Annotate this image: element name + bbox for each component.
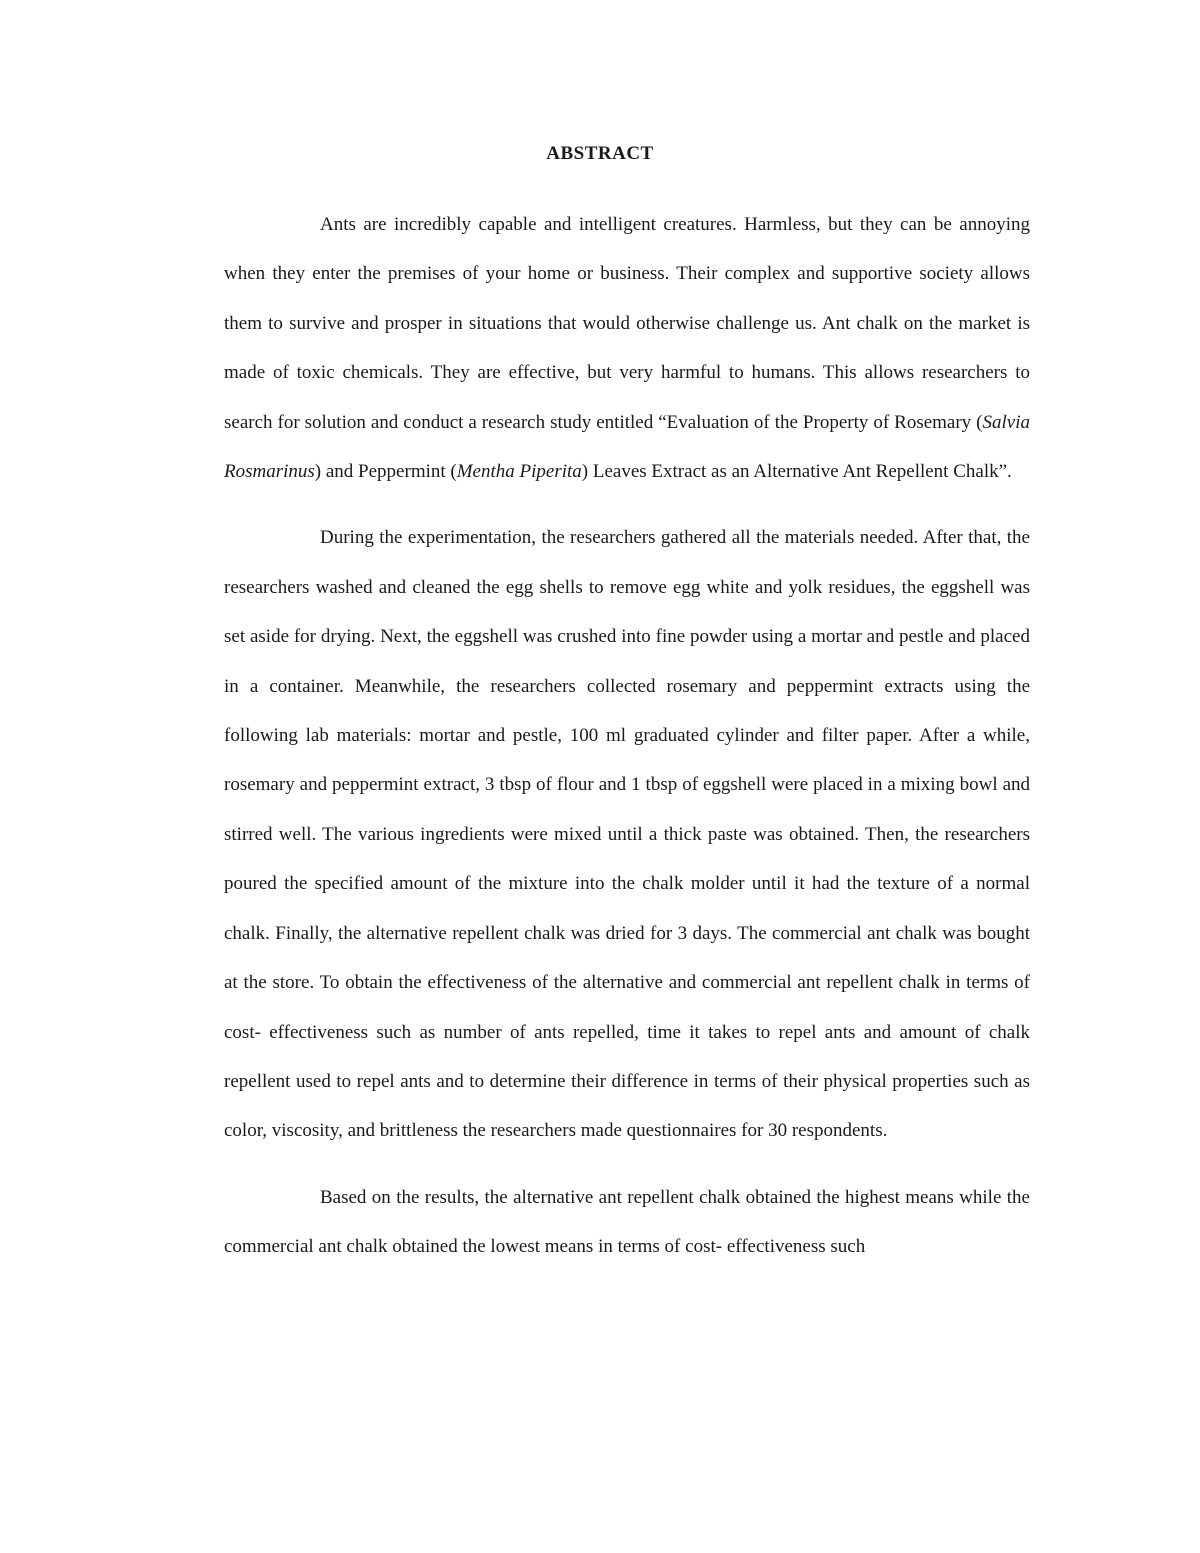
paragraph-introduction-text-3: ) Leaves Extract as an Alternative Ant Repellent Chalk”. [581,461,1012,483]
scientific-name-peppermint: Mentha Piperita [456,461,582,483]
paragraph-methodology: During the experimentation, the researchers gathered all the materials needed. After that, the researchers washed and cleaned the egg shells to remove egg white and yolk residues, the eggshell was set aside for drying. Next, the eggshell was crushed into fine powder using a mortar and pestle and placed in a container. Meanwhile, the researchers collected rosemary and peppermint extracts using the following lab materials: mortar and pestle, 100 ml graduated cylinder and filter paper. After a while, rosemary and peppermint extract, 3 tbsp of flour and 1 tbsp of eggshell were placed in a mixing bowl and stirred well. The various ingredients were mixed until a thick paste was obtained. Then, the researchers poured the specified amount of the mixture into the chalk molder until it had the texture of a normal chalk. Finally, the alternative repellent chalk was dried for 3 days. The commercial ant chalk was bought at the store. To obtain the effectiveness of the alternative and commercial ant repellent chalk in terms of cost- effectiveness such as number of ants repelled, time it takes to repel ants and amount of chalk repellent used to repel ants and to determine their difference in terms of their physical properties such as color, viscosity, and brittleness the researchers made questionnaires for 30 respondents. [224,527,1030,1142]
abstract-heading: ABSTRACT [546,143,654,164]
paragraph-introduction [224,200,1030,496]
paragraph-introduction-text-1: Ants are incredibly capable and intelligent creatures. Harmless, but they can be annoying when they enter the premises of your home or business. Their complex and supportive society allows them to survive and prosper in situations that would otherwise challenge us. Ant chalk on the market is made of toxic chemicals. They are effective, but very harmful to humans. This allows researchers to search for solution and conduct a research study entitled “Evaluation of the Property of Rosemary ( [224,214,1030,433]
abstract-body [224,200,1030,1272]
paragraph-introduction-text-2: ) and Peppermint ( [314,461,457,483]
paragraph-results: Based on the results, the alternative ant repellent chalk obtained the highest means while the commercial ant chalk obtained the lowest means in terms of cost- effectiveness such [224,1186,1030,1258]
scientific-name-rosemary: Salvia Rosmarinus [224,411,1030,483]
